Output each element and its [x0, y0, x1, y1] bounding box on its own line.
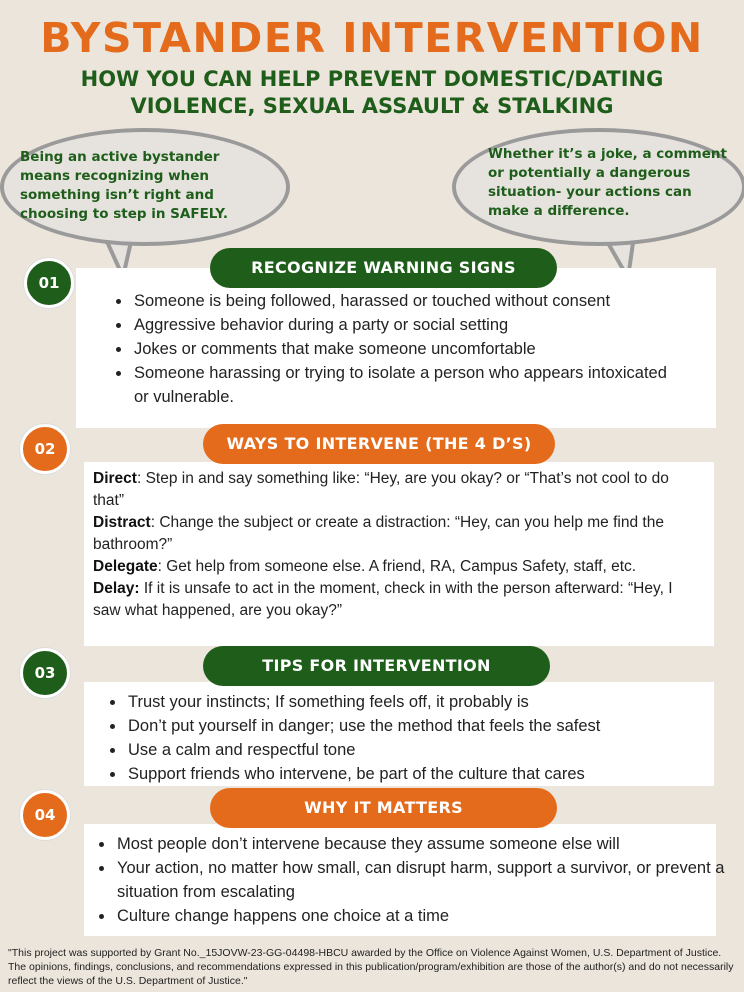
list-item: • Use a calm and respectful tone — [126, 738, 726, 762]
section-heading-ways-to-intervene: WAYS TO INTERVENE (THE 4 D’S) — [203, 424, 555, 464]
tips-list — [106, 690, 726, 786]
list-item: • Jokes or comments that make someone uncomfortable — [132, 337, 672, 361]
list-item: • Trust your instincts; If something feels off, it probably is — [126, 690, 726, 714]
section-heading-warning-signs: RECOGNIZE WARNING SIGNS — [210, 248, 557, 288]
term-delegate: Delegate — [93, 558, 158, 575]
definition-delegate: Get help from someone else. A friend, RA, Campus Safety, staff, etc. — [166, 558, 637, 575]
list-item: • Aggressive behavior during a party or social setting — [132, 313, 672, 337]
definition-delay: If it is unsafe to act in the moment, check in with the person afterward: “Hey, I saw what happened, are you okay?” — [93, 580, 673, 619]
section-number-04: 04 — [20, 790, 70, 840]
list-item: • Someone is being followed, harassed or touched without consent — [132, 289, 672, 313]
speech-bubble-right-text: Whether it’s a joke, a comment or potentially a dangerous situation- your actions can make a difference. — [488, 146, 727, 219]
list-item: • Support friends who intervene, be part of the culture that cares — [126, 762, 726, 786]
section-heading-tips: TIPS FOR INTERVENTION — [203, 646, 550, 686]
page-title: BYSTANDER INTERVENTION — [40, 14, 704, 62]
list-item: Delegate: Get help from someone else. A friend, RA, Campus Safety, staff, etc. — [93, 558, 637, 575]
definition-distract: Change the subject or create a distraction: “Hey, can you help me find the bathroom?” — [93, 514, 664, 553]
term-distract: Distract — [93, 514, 151, 531]
section-number-03: 03 — [20, 648, 70, 698]
list-item: • Most people don’t intervene because they assume someone else will — [115, 832, 725, 856]
list-item: • Culture change happens one choice at a time — [115, 904, 725, 928]
why-it-matters-list — [95, 832, 725, 928]
list-item — [93, 578, 693, 622]
list-item: Direct: Step in and say something like: “Hey, are you okay? or “That’s not cool to do that” — [93, 470, 669, 509]
page-subtitle: HOW YOU CAN HELP PREVENT DOMESTIC/DATING VIOLENCE, SEXUAL ASSAULT & STALKING — [80, 67, 664, 118]
definition-direct: Step in and say something like: “Hey, are you okay? or “That’s not cool to do that” — [93, 470, 669, 509]
speech-bubble-left-text: Being an active bystander means recognizing when something isn’t right and choosing to step in SAFELY. — [20, 149, 228, 222]
list-item: • Someone harassing or trying to isolate a person who appears intoxicated or vulnerable. — [132, 361, 672, 409]
section-heading-why-it-matters: WHY IT MATTERS — [210, 788, 557, 828]
warning-signs-list — [112, 289, 672, 409]
list-item: Distract: Change the subject or create a distraction: “Hey, can you help me find the bathroom?” — [93, 514, 664, 553]
section-number-02: 02 — [20, 424, 70, 474]
four-ds-list — [93, 468, 693, 622]
term-direct: Direct — [93, 470, 137, 487]
section-number-01: 01 — [24, 258, 74, 308]
term-delay: Delay: — [93, 580, 140, 597]
grant-disclaimer: "This project was supported by Grant No._15JOVW-23-GG-04498-HBCU awarded by the Office on Violence Against Women, U.S. Department of Justice. The opinions, findings, conclusions, and recommendations expressed in this publication/program/exhibition are those of the author(s) and do not necessarily reflect the views of the U.S. Department of Justice." — [8, 947, 734, 987]
list-item: • Your action, no matter how small, can disrupt harm, support a survivor, or prevent a situation from escalating — [115, 856, 725, 904]
list-item: • Don’t put yourself in danger; use the method that feels the safest — [126, 714, 726, 738]
